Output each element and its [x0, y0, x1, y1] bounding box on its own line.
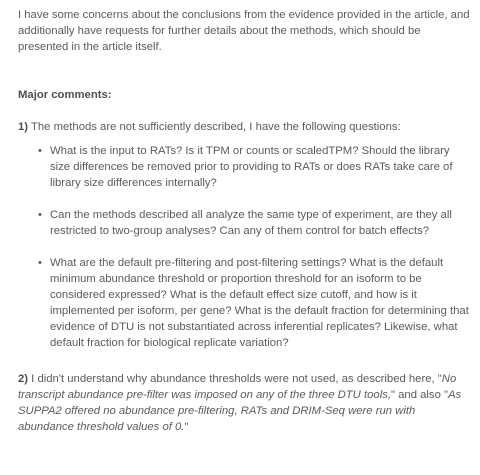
comment-2-body: I didn't understand why abundance thresholds were not used, as described here, " — [28, 373, 442, 385]
list-item-text: Can the methods described all analyze the same type of experiment, are they all restricted to two-group analyses? Can any of them control for batch effects? — [50, 209, 452, 237]
comment-2-end: " — [184, 421, 189, 433]
comment-2-quote-1: No transcript abundance pre-filter was imposed on any of the three DTU tools, — [18, 373, 457, 401]
list-item-text: What is the input to RATs? Is it TPM or counts or scaledTPM? Should the library size differences be removed prior to providing to RATs or does RATs take care of library size differences internally? — [50, 145, 453, 189]
list-item — [38, 255, 472, 351]
comment-2-quote-2: As SUPPA2 offered no abundance pre-filtering, RATs and DRIM-Seq were run with abundance threshold values of 0. — [18, 389, 462, 433]
comment-1-text — [18, 119, 472, 135]
intro-paragraph: I have some concerns about the conclusions from the evidence provided in the article, and additionally have requests for further details about the methods, which should be presented in the article itself. — [18, 9, 470, 53]
comment-1 — [18, 119, 472, 351]
comment-2-text — [18, 371, 472, 435]
major-comments-heading: Major comments: — [18, 89, 112, 101]
comment-1-number: 1) — [18, 121, 29, 133]
bullet-icon: • — [38, 257, 42, 269]
comment-1-question-list — [18, 143, 472, 351]
list-item — [38, 143, 472, 191]
list-item — [38, 207, 472, 239]
comment-1-body: The methods are not sufficiently described, I have the following questions: — [28, 121, 401, 133]
bullet-icon: • — [38, 145, 42, 157]
comment-2-number: 2) — [18, 373, 29, 385]
bullet-icon: • — [38, 209, 42, 221]
comment-2-mid: " and also " — [391, 389, 449, 401]
comment-2 — [18, 371, 472, 435]
list-item-text: What are the default pre-filtering and post-filtering settings? What is the default minimum abundance threshold or proportion threshold for an isoform to be considered expressed? What is the default effect size cutoff, and how is it implemented per isoform, per gene? What is the default fraction for determining that evidence of DTU is not substantiated across inferential replicates? Likewise, what default fraction for biological replicate variation? — [50, 257, 469, 349]
